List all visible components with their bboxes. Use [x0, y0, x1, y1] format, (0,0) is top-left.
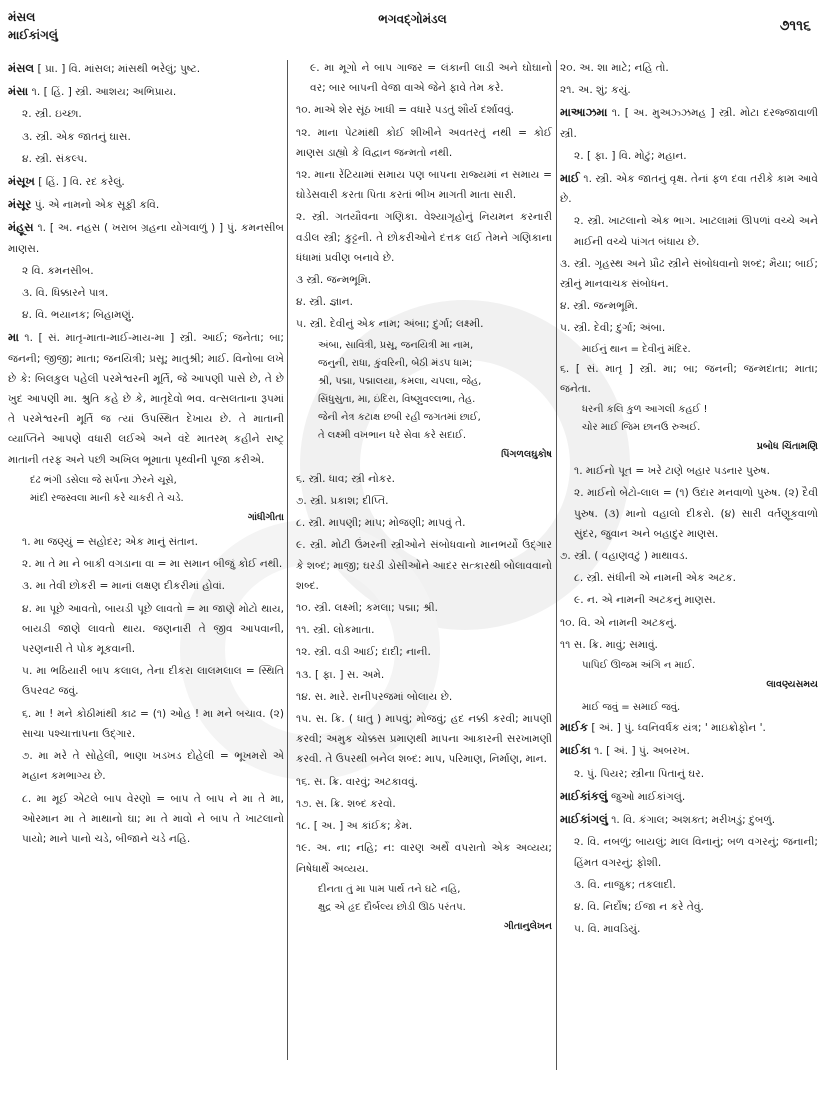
sense-definition: ૫. સ્ત્રી. દેવી; દુર્ગા; અંબા.	[560, 322, 666, 335]
sense-definition: ૯. ન. એ નામની અટકનું માણસ.	[574, 594, 716, 607]
sense-definition: ૬. સ્ત્રી. ધાવ; સ્ત્રી નોકર.	[296, 472, 396, 485]
sense-definition: ૧૯. અ. ના; નહિ; ન: વારણ અર્થે વપરાતો એક અવ્યય; નિષેધાર્થે અવ્યય.	[296, 842, 552, 875]
headword: મંસલ	[8, 61, 35, 75]
sense-definition: ૧૨. સ્ત્રી. વડી આઈ; દાદી; નાની.	[296, 646, 431, 659]
verse-line: માઈનું થાન = દેવીનું મંદિર.	[582, 343, 691, 355]
verse-line: ચોર માઈ જિમ છાનઉ રુઅઈ.	[582, 422, 701, 434]
verse-line: અંબા, સાવિત્રી, પ્રસૂ, જનયિત્રી મા નામ,	[318, 339, 474, 351]
dictionary-entry	[8, 327, 284, 469]
sense-definition: ૨ વિ. કમનસીબ.	[22, 264, 94, 277]
sense-definition: ૪. વિ. ભયાનક; બિહામણું.	[22, 309, 135, 322]
definition-text: ૧. સ્ત્રી. એક જાતનું વૃક્ષ. તેનાં ફળ દવા તરીકે કામ આવે છે.	[560, 173, 818, 206]
sense-definition: ૩. વિ. નાજુક; તકલાદી.	[574, 878, 676, 891]
page-header	[0, 0, 825, 55]
headword: માઈકાંકલું	[560, 788, 608, 803]
sense-definition: ૨. [ ફા. ] વિ. મોટું; મહાન.	[574, 149, 687, 162]
sense-definition: ૭. સ્ત્રી. ( વહાણવટું ) માથાવડ.	[560, 550, 688, 563]
headword: મંસા	[8, 84, 29, 99]
column-1	[8, 58, 284, 851]
guide-word-first: મંસલ	[8, 10, 36, 24]
column-divider-1	[287, 60, 288, 1060]
sense-definition: ૧૦. સ્ત્રી. લક્ષ્મી; કમલા; પદ્મા; શ્રી.	[296, 602, 439, 615]
column-3	[560, 58, 818, 941]
sense-definition: ૬. [ સં. માતૃ ] સ્ત્રી. મા; બા; જનની; જન્મદાતા; માતા; જનેતા.	[560, 362, 818, 395]
citation-source: લાવણ્યસમય	[766, 679, 818, 691]
verse-line: દીનતા તું મા પામ પાર્થ તને ઘટે નહિ,	[318, 883, 461, 895]
sense-definition: ૪. સ્ત્રી. જન્મભૂમિ.	[560, 300, 639, 313]
verse-line: દંઢ ભંગી ડસેલા જે સર્પના ઝેરને ચૂસે,	[30, 474, 177, 486]
sense-definition: ૩. સ્ત્રી. ગૃહસ્થ અને પ્રૌઢ સ્ત્રીને સંબોધવાનો શબ્દ; મૈયા; બાઈ; સ્ત્રીનું માનવાચક સંબોધન.	[560, 257, 818, 291]
sense-definition: ૧૦. માએ શેર સૂંઠ ખાધી = વધારે પડતું શૌર્ય દર્શાવવું.	[296, 104, 515, 117]
sense-definition: ૧૭. સ. ક્રિ. શબ્દ કરવો.	[296, 797, 396, 810]
sense-definition: ૧૫. સ. ક્રિ. ( ધાતુ ) માપવું; મોજવું; હદ નક્કી કરવી; માપણી કરવી; અમુક ચોક્કસ પ્રમાણથી માપના આકારની સરખામણી કરવી. તે ઉપરથી બનેલ શબ્દ: માપ, પરિમાણ, નિર્માણ, માન.	[296, 713, 552, 766]
sense-definition: ૨. સ્ત્રી. ગતયૌવના ગણિકા. વેશ્યાગૃહોનું નિયમન કરનારી વડીલ સ્ત્રી; કુટ્ટની. તે છોકરીઓને દત્તક લઈ તેમને ગણિકાના ધંધામાં પ્રવીણ બનાવે છે.	[296, 211, 552, 264]
sense-definition: ૯. સ્ત્રી. મોટી ઉંમરની સ્ત્રીઓને સંબોધવાનો માનભર્યો ઉદ્ગાર કે શબ્દ; માજી; ઘરડી ડોસીઓને આદર સત્કારથી બોલાવવાનો શબ્દ.	[296, 539, 552, 592]
dictionary-entry	[8, 217, 284, 258]
verse-line: શ્રી, પદ્મા, પદ્માલયા, કમલા, ચપલા, જેહ,	[318, 375, 482, 387]
sense-definition: ૩. સ્ત્રી. એક જાતનું ઘાસ.	[22, 130, 131, 143]
sense-definition: ૨. મા તે મા ને બાકી વગડાના વા = મા સમાન બીજું કોઈ નથી.	[22, 558, 283, 571]
citation-source: પ્રબોધ ચિંતામણિ	[756, 441, 818, 453]
dictionary-entry	[560, 102, 818, 143]
guide-word-last: માઈકાંગલું	[8, 28, 58, 42]
headword: મંસૂખ	[8, 174, 35, 189]
sense-definition: ૪. સ્ત્રી. સંકલ્પ.	[22, 152, 88, 165]
sense-definition: ૩. વિ. ધિક્કારને પાત્ર.	[22, 287, 109, 300]
verse-line: જનુની, રાધા, કુંવરિની, બેઠી મંડપ ધામ;	[318, 357, 473, 369]
sense-definition: ૨. સ્ત્રી. ઇચ્છા.	[22, 108, 82, 121]
sense-definition: ૧૨. માના રેંટિયામાં સમાય પણ બાપના રાજ્યમાં ન સમાય = ઘોડેસવારી કરતા પિતા કરતાં ભીખ માગતી માતા સારી.	[296, 169, 552, 202]
headword: મંસૂર	[8, 197, 32, 212]
dictionary-entry	[560, 168, 818, 209]
sense-definition: ૬. મા ! મને કોઠીમાંથી કાઢ = (૧) ઓહ ! મા મને બચાવ. (૨) સાચા પશ્ચાત્તાપના ઉદ્ગાર.	[22, 707, 284, 740]
column-2	[296, 58, 552, 941]
headword: માઈકા	[560, 743, 591, 758]
headword: મા	[8, 330, 19, 345]
verse-line: ક્ષુદ્ર એ હૃદ દૌર્બલ્ય છોડી ઊઠ પરંતપ.	[318, 901, 466, 913]
sense-definition: ૧૪. સ. મારે. રાનીપરજમાં બોલાય છે.	[296, 690, 453, 703]
definition-text: ૧. [ સં. માતૃ-માતા-માઈ-માય-મા ] સ્ત્રી. આઈ; જનેતા; બા; જનની; જીજી; માતા; જનયિત્રી; પ્રસૂ; માતુશ્રી; માઈ. વિનોબા લખે છે કે: બિલકુલ પહેલી પરમેશ્વરની મૂર્તિ, જે આપણી પાસે છે, તે છે ખુદ આપણી મા. શ્રુતિ કહે છે કે, માતૃદેવો ભવ. વત્સલતાના રૂપમાં તે પરમેશ્વરની મૂર્તિ જ ત્યાં ઉપસ્થિત દેખાય છે. તે માતાની વ્યાપ્તિને આપણે વધારી લઈએ અને વંદે માતરમ્ કહીને રાષ્ટ્ર માતાની તરફ અને પછી અખિલ ભૂમાતા પૃથ્વીની પૂજા કરીએ.	[8, 332, 284, 466]
sense-definition: ૫. વિ. માવડિયું.	[574, 923, 641, 936]
sense-definition: ૨. સ્ત્રી. ખાટલાનો એક ભાગ. ખાટલામાં ઊપળાં વચ્ચે અને માઈની વચ્ચે પાંગત બંધાય છે.	[574, 215, 818, 248]
verse-line: જેની નેત્ર કટાક્ષ છબી રહી જગતમાં છાઈ,	[318, 411, 481, 423]
verse-line: માઈ જવું = સમાઈ જવું.	[582, 702, 681, 714]
dictionary-entry	[8, 194, 284, 215]
definition-text: ૧. વિ. કંગાલ; અશક્ત; મરીખડું; દુબળું.	[611, 814, 776, 827]
verse-line: માંદી રજસ્વલા માની કરે ચાકરી તે ચડે.	[30, 492, 184, 504]
sense-definition: ૧૦. વિ. એ નામની અટકનું.	[560, 616, 677, 629]
citation-source: પિંગળલઘુકોષ	[501, 448, 552, 460]
sense-definition: ૧૧. સ્ત્રી. લોકમાતા.	[296, 624, 375, 637]
sense-definition: ૫. સ્ત્રી. દેવીનું એક નામ; અંબા; દુર્ગા; લક્ષ્મી.	[296, 318, 484, 331]
sense-definition: ૧૬. સ. ક્રિ. વારવું; અટકાવવું.	[296, 775, 418, 788]
sense-definition: ૧૨. માના પેટમાંથી કોઈ શીખીને અવતરતું નથી = કોઈ માણસ ડાહ્યો કે વિદ્વાન જન્મતો નથી.	[296, 126, 552, 159]
dictionary-entry	[8, 58, 284, 79]
definition-text: [ પ્રા. ] વિ. માંસલ; માંસથી ભરેલું; પુષ્ટ.	[37, 63, 201, 75]
sense-definition: ૧૩. [ ફા. ] સ. અમે.	[296, 668, 385, 681]
definition-text: જુઓ માઈકાંગલું.	[610, 790, 686, 803]
page-title: ભગવદ્ગોમંડલ	[378, 12, 447, 26]
sense-definition: ૭. મા મરે તે સોહેલી, ભાણા ખડખડ દોહેલી = ભૂખમરો એ મહાન કમભાગ્ય છે.	[22, 750, 284, 783]
definition-text: ૧. [ અ. મુઅઝ્ઝમહ ] સ્ત્રી. મોટા દરજ્જાવાળી સ્ત્રી.	[560, 107, 818, 140]
sense-definition: ૭. સ્ત્રી. પ્રકાશ; દીપ્તિ.	[296, 495, 389, 508]
definition-text: ૧. [ અ. નહસ ( ખરાબ ગ્રહના યોગવાળું ) ] પું. કમનસીબ માણસ.	[8, 222, 285, 255]
sense-definition: ૯. મા મૂગો ને બાપ ગાજર = લંકાની લાડી અને ઘોઘાનો વર; બાર બાપની વેજા વાએ જેને ફાવે તેમ કરે.	[310, 62, 552, 95]
column-divider-2	[556, 60, 557, 1070]
sense-definition: ૪. મા પૂછે આવતો, બાયડી પૂછે લાવતો = મા જાણે મોટો થાય, બાયડી જાણે લાવતો થાય. જણનારી તે જીવ આપવાની, પરણનારી તે પોક મૂકવાની.	[22, 602, 284, 656]
verse-line: સિંધુસુતા, મા, ઇંદિરા, વિષ્ણુવલ્લભા, તેહ.	[318, 393, 476, 405]
dictionary-entry	[560, 809, 818, 830]
headword: મંહૂસ	[8, 220, 34, 235]
verse-line: ધરની કલિ કુળ આગલી કહઈ !	[582, 404, 708, 416]
page-number: ૭૧૧૬	[779, 18, 811, 34]
sense-definition: ૩. મા તેવી છોકરી = માનાં લક્ષણ દીકરીમાં હોવાં.	[22, 580, 226, 593]
definition-text: [ અં. ] પું. ધ્વનિવર્ધક યંત્ર; ' માઇક્રોફોન '.	[591, 722, 766, 735]
definition-text: ૧. [ હિં. ] સ્ત્રી. આશય; અભિપ્રાય.	[31, 86, 177, 99]
sense-definition: ૪. સ્ત્રી. જ્ઞાન.	[296, 296, 354, 309]
definition-text: પું. એ નામનો એક સૂફી કવિ.	[34, 199, 160, 212]
dictionary-entry	[560, 786, 818, 807]
sense-definition: ૨. વિ. નબળું; બાયલું; માલ વિનાનું; બળ વગરનું; જનાની; હિંમત વગરનું; ફોશી.	[574, 836, 818, 869]
dictionary-entry	[8, 171, 284, 192]
sense-definition: ૨૦. અ. શા માટે; નહિ તો.	[560, 62, 669, 74]
headword: માઈ	[560, 171, 580, 186]
sense-definition: ૫. મા ભઠિયારી બાપ કલાલ, તેના દીકરા લાલમલાલ = સ્થિતિ ઉપરવટ જવું.	[22, 665, 284, 698]
sense-definition: ૪. વિ. નિર્દોષ; ઈજા ન કરે તેવું.	[574, 900, 704, 913]
citation-source: ગાંધીગીતા	[247, 511, 284, 523]
headword: માઆઝમા	[560, 105, 608, 120]
citation-source: ગીતાનુલેખન	[504, 920, 552, 932]
sense-definition: ૨૧. અ. શું; કયું.	[560, 84, 631, 97]
sense-definition: ૨. પું. પિયર; સ્ત્રીના પિતાનું ઘર.	[574, 767, 705, 780]
sense-definition: ૮. સ્ત્રી. સંધીની એ નામની એક અટક.	[574, 572, 737, 585]
sense-definition: ૧. મા જણ્યું = સહોદર; એક માનું સંતાન.	[22, 536, 198, 549]
dictionary-entry	[560, 740, 818, 761]
definition-text: [ હિં. ] વિ. રદ કરેલું.	[38, 176, 125, 189]
sense-definition: ૧. માઈનો પૂત = ખરે ટાણે બહાર પડનાર પુરુષ.	[574, 465, 770, 478]
sense-definition: ૨. માઈનો બેટો-લાલ = (૧) ઉદાર મનવાળો પુરુષ. (૨) દૈવી પુરુષ. (૩) માનો વહાલો દીકરો. (૪) સારી વર્તણૂકવાળો સુંદર, જુવાન અને બહાદુર માણસ.	[574, 487, 818, 540]
headword: માઈકાંગલું	[560, 812, 608, 827]
sense-definition: ૮. સ્ત્રી. માપણી; માપ; મોજણી; માપવું તે.	[296, 517, 466, 530]
sense-definition: ૧૮. [ અ. ] અ કાંઈક; કેમ.	[296, 820, 413, 833]
sense-definition: ૮. મા મૂઈ એટલે બાપ વેરણો = બાપ તે બાપ ને મા તે મા, ઓરમાન મા તે માથાનો ઘા; મા તે માવો ને બાપ તે ખાટલાનો પાયો; માને પાનો ચડે, બીજાને ચડે નહિ.	[22, 792, 284, 845]
headword: માઈક	[560, 720, 588, 735]
dictionary-entry	[560, 717, 818, 738]
sense-definition: ૧૧ સ. ક્રિ. માવું; સમાવું.	[560, 638, 658, 651]
verse-line: પાપિઈ ઊજમ અંગિ ન માઈ.	[582, 660, 695, 672]
definition-text: ૧. [ અં. ] પું. અબરખ.	[594, 745, 690, 758]
sense-definition: ૩ સ્ત્રી. જન્મભૂમિ.	[296, 274, 372, 287]
dictionary-entry	[8, 81, 284, 102]
verse-line: તે લક્ષ્મી વખભાન ધરે સેવા કરે સદાઈ.	[318, 429, 467, 441]
